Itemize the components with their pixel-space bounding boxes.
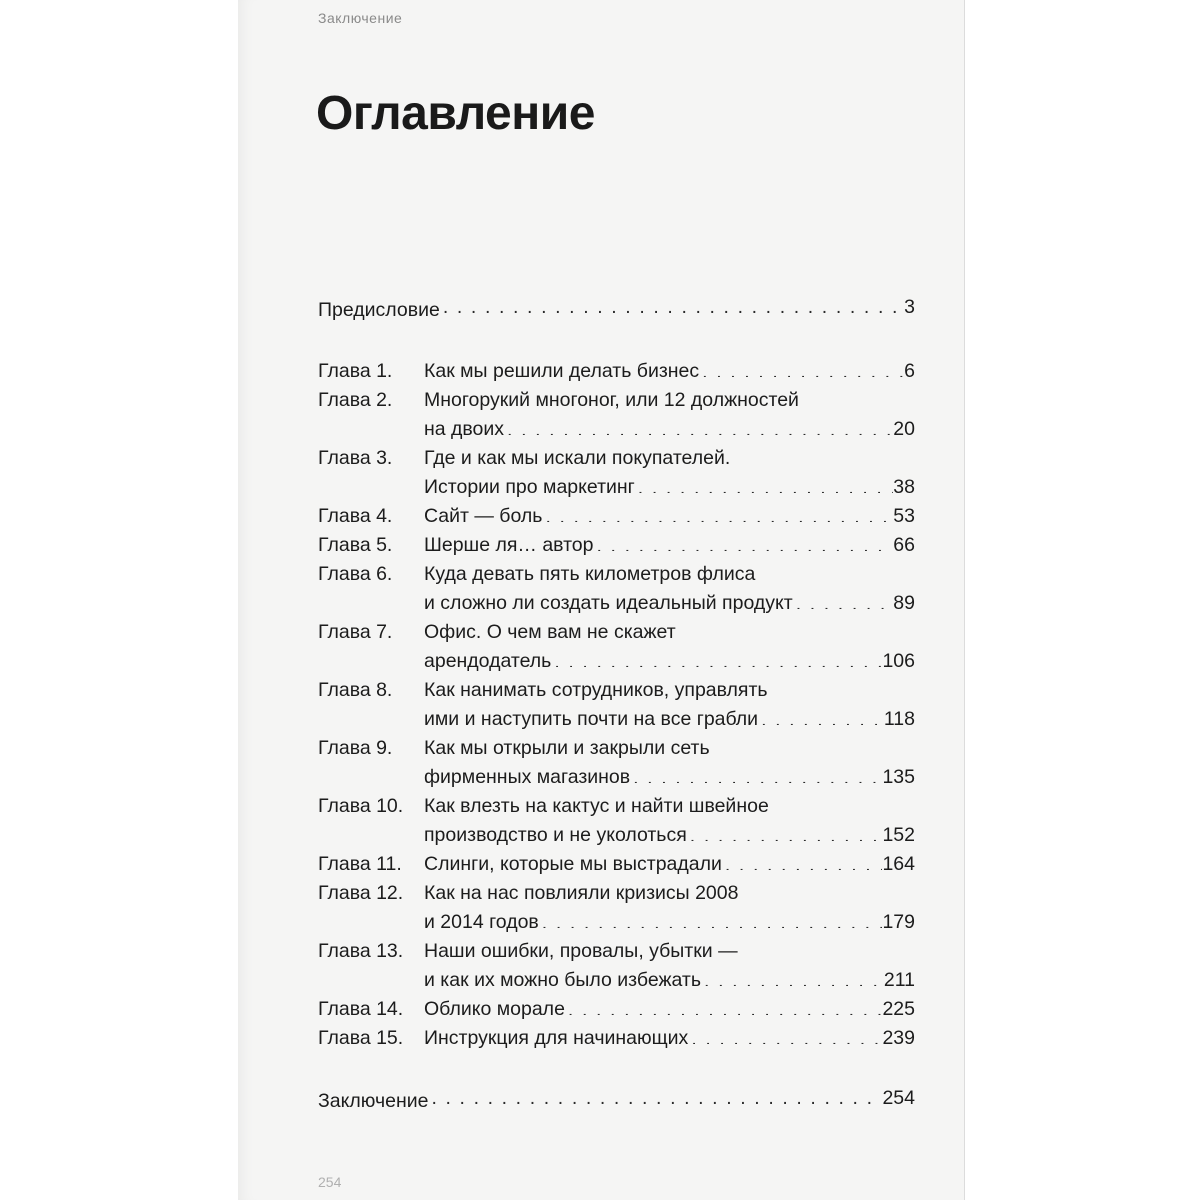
toc-entry-preface[interactable] — [318, 296, 915, 325]
toc-entry-chapter[interactable] — [318, 995, 915, 1024]
toc-page-number: 254 — [882, 1087, 915, 1109]
dot-leader — [758, 706, 884, 726]
running-head: Заключение — [318, 10, 403, 26]
chapter-title-line: фирменных магазинов — [424, 766, 631, 788]
chapter-title-line: Наши ошибки, провалы, убытки — — [424, 940, 738, 962]
chapter-label: Глава 2. — [318, 389, 393, 411]
chapter-label: Глава 15. — [318, 1027, 404, 1049]
chapter-title-block — [424, 531, 915, 560]
toc-entry-title: Предисловие — [318, 299, 440, 321]
toc-entry-chapter[interactable] — [318, 792, 915, 850]
toc-page-number: 179 — [882, 911, 915, 933]
chapter-title-block — [424, 676, 915, 734]
chapter-title-line: Как мы открыли и закрыли сеть — [424, 737, 710, 759]
chapter-title-block — [424, 618, 915, 676]
chapter-title-line: Куда девать пять километров флиса — [424, 563, 756, 585]
toc-page-number: 6 — [904, 360, 915, 382]
toc-entry-chapter[interactable] — [318, 502, 915, 531]
dot-leader — [539, 909, 883, 929]
chapter-title-line: производство и не уколоться — [424, 824, 687, 846]
chapter-title-line: Офис. О чем вам не скажет — [424, 621, 676, 643]
chapter-label: Глава 7. — [318, 621, 393, 643]
chapter-label: Глава 3. — [318, 447, 393, 469]
toc-page-number: 135 — [882, 766, 915, 788]
toc-entry-chapter[interactable] — [318, 1024, 915, 1053]
toc-page-number: 89 — [893, 592, 915, 614]
chapter-label: Глава 11. — [318, 853, 402, 875]
toc-entry-chapter[interactable] — [318, 850, 915, 879]
toc-entry-chapter[interactable] — [318, 386, 915, 444]
chapter-title-block — [424, 995, 915, 1024]
toc-page-number: 20 — [893, 418, 915, 440]
dot-leader — [504, 416, 893, 436]
chapter-title-line: Истории про маркетинг — [424, 476, 635, 498]
toc-page-number: 106 — [882, 650, 915, 672]
chapter-title-line: и 2014 годов — [424, 911, 539, 933]
chapter-title-line: на двоих — [424, 418, 505, 440]
chapter-title-block — [424, 502, 915, 531]
chapter-label: Глава 5. — [318, 534, 393, 556]
chapter-title-block — [424, 792, 915, 850]
dot-leader — [551, 648, 882, 668]
chapter-title-block — [424, 937, 915, 995]
toc-page-number: 118 — [883, 708, 915, 730]
chapter-title-line: Сайт — боль — [424, 505, 543, 527]
chapter-title-line: Многорукий многоног, или 12 должностей — [424, 389, 799, 411]
chapter-title-line: и сложно ли создать идеальный продукт — [424, 592, 793, 614]
dot-leader — [565, 996, 883, 1016]
page-folio: 254 — [318, 1174, 342, 1190]
chapter-title-line: Как влезть на кактус и найти швейное — [424, 795, 769, 817]
chapter-title-line: Как нанимать сотрудников, управлять — [424, 679, 768, 701]
toc-entry-chapter[interactable] — [318, 531, 915, 560]
chapter-label: Глава 6. — [318, 563, 393, 585]
dot-leader — [687, 822, 883, 842]
chapter-label: Глава 1. — [318, 360, 393, 382]
table-of-contents — [318, 296, 915, 1116]
dot-leader — [630, 764, 882, 784]
page-title: Оглавление — [316, 87, 595, 140]
dot-leader — [594, 532, 894, 552]
toc-entry-chapter[interactable] — [318, 618, 915, 676]
dot-leader — [542, 503, 893, 523]
chapter-title-block — [424, 734, 915, 792]
chapter-title-line: Где и как мы искали покупателей. — [424, 447, 731, 469]
toc-page-number: 211 — [883, 969, 915, 991]
toc-page-number: 53 — [893, 505, 915, 527]
chapter-label: Глава 10. — [318, 795, 404, 817]
toc-entry-chapter[interactable] — [318, 560, 915, 618]
dot-leader — [701, 967, 884, 987]
chapter-title-line: арендодатель — [424, 650, 552, 672]
toc-entry-title: Заключение — [318, 1090, 429, 1112]
chapter-title-line: Облико морале — [424, 998, 565, 1020]
toc-entry-chapter[interactable] — [318, 879, 915, 937]
toc-page-number: 38 — [893, 476, 915, 498]
chapter-title-line: Инструкция для начинающих — [424, 1027, 689, 1049]
chapter-label: Глава 14. — [318, 998, 404, 1020]
toc-entry-conclusion[interactable] — [318, 1087, 915, 1116]
chapter-title-line: Слинги, которые мы выстрадали — [424, 853, 722, 875]
toc-entry-chapter[interactable] — [318, 734, 915, 792]
chapter-label: Глава 9. — [318, 737, 393, 759]
chapter-label: Глава 13. — [318, 940, 404, 962]
dot-leader — [635, 474, 894, 494]
chapter-title-block — [424, 560, 915, 618]
toc-page-number: 3 — [904, 296, 915, 318]
chapter-list — [318, 357, 915, 1053]
chapter-title-line: Как на нас повлияли кризисы 2008 — [424, 882, 739, 904]
chapter-label: Глава 8. — [318, 679, 393, 701]
toc-entry-chapter[interactable] — [318, 676, 915, 734]
chapter-title-block — [424, 1024, 915, 1053]
toc-page-number: 225 — [882, 998, 915, 1020]
dot-leader — [793, 590, 894, 610]
chapter-title-block — [424, 386, 915, 444]
dot-leader — [428, 1087, 882, 1107]
chapter-title-line: и как их можно было избежать — [424, 969, 702, 991]
chapter-title-line: Шерше ля… автор — [424, 534, 594, 556]
chapter-title-line: Как мы решили делать бизнес — [424, 360, 700, 382]
chapter-title-block — [424, 357, 915, 386]
toc-entry-chapter[interactable] — [318, 937, 915, 995]
chapter-label: Глава 4. — [318, 505, 393, 527]
toc-entry-chapter[interactable] — [318, 357, 915, 386]
chapter-label: Глава 12. — [318, 882, 404, 904]
chapter-title-block — [424, 879, 915, 937]
toc-page-number: 164 — [882, 853, 915, 875]
chapter-title-block — [424, 444, 915, 502]
chapter-title-block — [424, 850, 915, 879]
toc-page-number: 152 — [882, 824, 915, 846]
toc-page-number: 66 — [893, 534, 915, 556]
toc-page-number: 239 — [882, 1027, 915, 1049]
chapter-title-line: ими и наступить почти на все грабли — [424, 708, 759, 730]
dot-leader — [688, 1025, 882, 1045]
dot-leader — [699, 358, 904, 378]
dot-leader — [722, 851, 883, 871]
dot-leader — [440, 296, 904, 316]
toc-entry-chapter[interactable] — [318, 444, 915, 502]
